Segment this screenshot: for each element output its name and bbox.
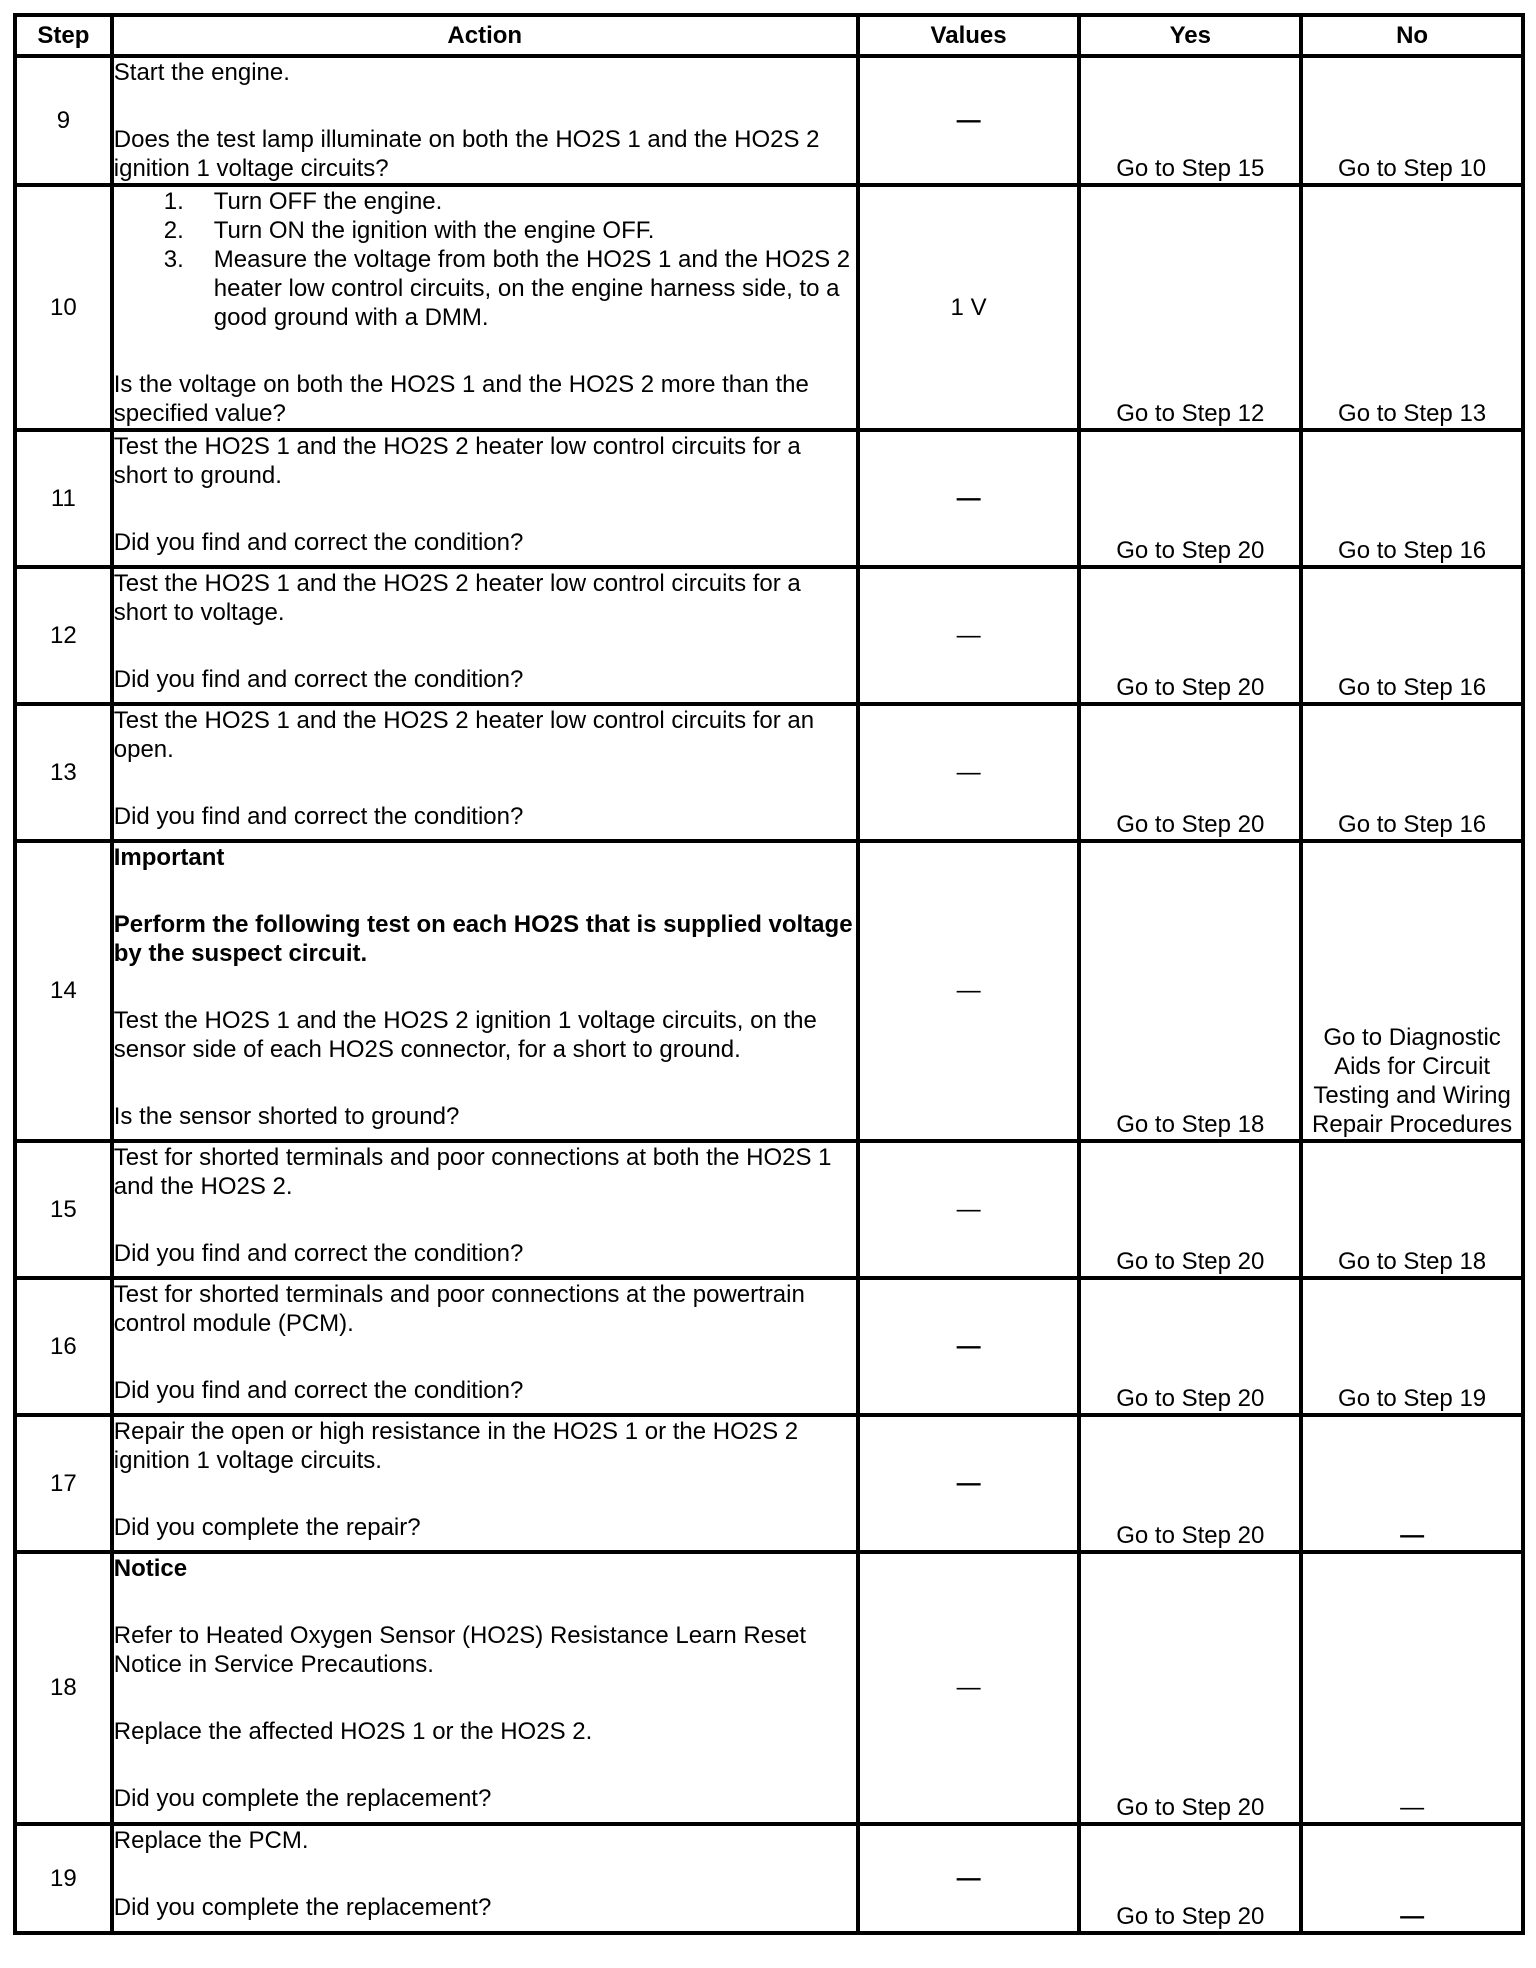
action-text: Test the HO2S 1 and the HO2S 2 heater low control circuits for a short to voltage.: [113, 570, 801, 626]
step-number: 18: [15, 1552, 112, 1824]
values-cell: —: [858, 430, 1080, 567]
no-cell: Go to Step 16: [1301, 704, 1523, 841]
list-item: [163, 245, 856, 332]
no-cell: Go to Step 19: [1301, 1278, 1523, 1415]
values-cell: —: [858, 1141, 1080, 1278]
action-text: Repair the open or high resistance in the HO2S 1 or the HO2S 2 ignition 1 voltage circuits.: [113, 1418, 799, 1474]
list-number: 3.: [163, 246, 184, 273]
no-cell: Go to Step 16: [1301, 567, 1523, 704]
yes-cell: Go to Step 20: [1079, 1278, 1301, 1415]
list-number: 1.: [163, 188, 184, 215]
table-row: [15, 1552, 1523, 1824]
no-cell: —: [1301, 1415, 1523, 1552]
step-number: 17: [15, 1415, 112, 1552]
step-number: 16: [15, 1278, 112, 1415]
list-text: Measure the voltage from both the HO2S 1 and the HO2S 2 heater low control circuits, on the engine harness side, to a good ground with a DMM.: [213, 246, 851, 331]
action-text: Replace the affected HO2S 1 or the HO2S 2.: [113, 1718, 593, 1745]
no-cell: Go to Step 10: [1301, 56, 1523, 185]
list-item: [163, 216, 856, 245]
table-row: [15, 567, 1523, 704]
yes-cell: Go to Step 20: [1079, 704, 1301, 841]
step-number: 10: [15, 185, 112, 430]
header-no: No: [1301, 15, 1523, 56]
yes-cell: Go to Step 20: [1079, 430, 1301, 567]
values-cell: —: [858, 1278, 1080, 1415]
list-item: [163, 187, 856, 216]
yes-cell: Go to Step 20: [1079, 1141, 1301, 1278]
action-cell: [112, 56, 858, 185]
yes-cell: Go to Step 20: [1079, 1824, 1301, 1933]
action-cell: [112, 1415, 858, 1552]
header-values: Values: [858, 15, 1080, 56]
action-cell: [112, 1141, 858, 1278]
list-number: 2.: [163, 217, 184, 244]
values-cell: —: [858, 1415, 1080, 1552]
table-row: [15, 430, 1523, 567]
action-cell: [112, 567, 858, 704]
action-text: Replace the PCM.: [113, 1827, 309, 1854]
header-yes: Yes: [1079, 15, 1301, 56]
action-question: Did you complete the replacement?: [113, 1785, 492, 1812]
step-number: 14: [15, 841, 112, 1141]
no-cell: —: [1301, 1824, 1523, 1933]
step-number: 13: [15, 704, 112, 841]
action-steps-list: [114, 187, 856, 332]
no-cell: Go to Step 18: [1301, 1141, 1523, 1278]
action-text: Test the HO2S 1 and the HO2S 2 heater low control circuits for an open.: [113, 707, 815, 763]
action-cell: [112, 1552, 858, 1824]
no-cell: —: [1301, 1552, 1523, 1824]
important-heading: Important: [113, 844, 225, 871]
list-text: Turn ON the ignition with the engine OFF.: [213, 217, 655, 244]
action-cell: [112, 185, 858, 430]
action-question: Did you complete the repair?: [113, 1514, 421, 1541]
yes-cell: Go to Step 15: [1079, 56, 1301, 185]
yes-cell: Go to Step 18: [1079, 841, 1301, 1141]
action-cell: [112, 430, 858, 567]
step-number: 11: [15, 430, 112, 567]
action-text: Test the HO2S 1 and the HO2S 2 heater low control circuits for a short to ground.: [113, 433, 801, 489]
notice-text: Refer to Heated Oxygen Sensor (HO2S) Resistance Learn Reset Notice in Service Precautions.: [113, 1622, 807, 1678]
values-cell: —: [858, 704, 1080, 841]
no-cell: Go to Step 13: [1301, 185, 1523, 430]
action-question: Is the voltage on both the HO2S 1 and the HO2S 2 more than the specified value?: [113, 371, 809, 427]
table-row: [15, 1415, 1523, 1552]
notice-heading: Notice: [113, 1555, 188, 1582]
no-cell: Go to Step 16: [1301, 430, 1523, 567]
table-row: [15, 185, 1523, 430]
no-cell: Go to Diagnostic Aids for Circuit Testing and Wiring Repair Procedures: [1301, 841, 1523, 1141]
action-text: Test the HO2S 1 and the HO2S 2 ignition 1 voltage circuits, on the sensor side of each HO2S connector, for a short to ground.: [113, 1007, 817, 1063]
table-row: [15, 704, 1523, 841]
values-cell: —: [858, 567, 1080, 704]
yes-cell: Go to Step 12: [1079, 185, 1301, 430]
table-row: [15, 1278, 1523, 1415]
table-header-row: [15, 15, 1523, 56]
step-number: 19: [15, 1824, 112, 1933]
values-cell: 1 V: [858, 185, 1080, 430]
action-cell: [112, 841, 858, 1141]
action-question: Did you find and correct the condition?: [113, 529, 524, 556]
action-question: Did you find and correct the condition?: [113, 1377, 524, 1404]
action-text: Test for shorted terminals and poor connections at both the HO2S 1 and the HO2S 2.: [113, 1144, 832, 1200]
action-cell: [112, 704, 858, 841]
action-question: Did you complete the replacement?: [113, 1894, 492, 1921]
yes-cell: Go to Step 20: [1079, 1415, 1301, 1552]
table-row: [15, 1141, 1523, 1278]
values-cell: —: [858, 56, 1080, 185]
yes-cell: Go to Step 20: [1079, 1552, 1301, 1824]
step-number: 9: [15, 56, 112, 185]
action-question: Did you find and correct the condition?: [113, 666, 524, 693]
header-step: Step: [15, 15, 112, 56]
table-row: [15, 841, 1523, 1141]
yes-cell: Go to Step 20: [1079, 567, 1301, 704]
values-cell: —: [858, 1824, 1080, 1933]
action-cell: [112, 1824, 858, 1933]
action-question: Is the sensor shorted to ground?: [113, 1103, 460, 1130]
values-cell: —: [858, 841, 1080, 1141]
step-number: 15: [15, 1141, 112, 1278]
step-number: 12: [15, 567, 112, 704]
values-cell: —: [858, 1552, 1080, 1824]
action-text: Start the engine.: [113, 59, 290, 86]
action-question: Does the test lamp illuminate on both the HO2S 1 and the HO2S 2 ignition 1 voltage circuits?: [113, 126, 820, 182]
action-text: Test for shorted terminals and poor connections at the powertrain control module (PCM).: [113, 1281, 805, 1337]
table-row: [15, 1824, 1523, 1933]
list-text: Turn OFF the engine.: [213, 188, 443, 215]
table-row: [15, 56, 1523, 185]
action-cell: [112, 1278, 858, 1415]
action-question: Did you find and correct the condition?: [113, 803, 524, 830]
diagnostic-table: [13, 13, 1525, 1935]
action-question: Did you find and correct the condition?: [113, 1240, 524, 1267]
important-text: Perform the following test on each HO2S that is supplied voltage by the suspect circuit.: [113, 911, 853, 967]
header-action: Action: [112, 15, 858, 56]
